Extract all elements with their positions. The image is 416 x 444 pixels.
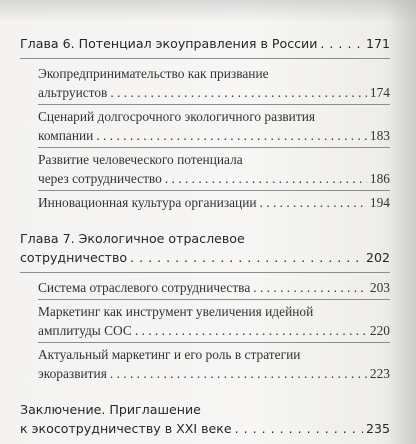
section-divider — [38, 147, 390, 148]
table-of-contents — [20, 34, 390, 438]
section-divider — [38, 104, 390, 105]
section-line-1: Актуальный маркетинг и его роль в стратегии — [38, 347, 301, 362]
section-page: 203 — [369, 280, 390, 295]
dot-leader — [260, 193, 367, 212]
dot-leader — [235, 419, 363, 438]
section-line-2: компании — [38, 128, 94, 143]
chapter-6-page: 171 — [365, 36, 390, 51]
dot-leader — [110, 364, 367, 383]
section-line-1: Экопредпринимательство как призвание — [38, 66, 269, 81]
section-page: 183 — [369, 128, 390, 143]
section-line-1: Развитие человеческого потенциала — [38, 152, 243, 167]
section-page: 223 — [369, 366, 390, 381]
section-line-1: Маркетинг как инструмент увеличения идейной — [38, 304, 314, 319]
dot-leader — [130, 248, 363, 267]
section-divider — [38, 342, 390, 343]
chapter-6-entry[interactable] — [20, 34, 390, 53]
dot-leader — [135, 321, 367, 340]
dot-leader — [165, 169, 367, 188]
chapter-divider — [20, 272, 390, 273]
chapter-divider — [20, 58, 390, 59]
section-line-1: Система отраслевого сотрудничества — [38, 280, 251, 295]
chapter-7-title-line-1: Глава 7. Экологичное отраслевое — [20, 231, 245, 246]
section-page: 194 — [369, 195, 390, 210]
section-page: 174 — [369, 85, 390, 100]
section-line-1: Инновационная культура организации — [38, 195, 257, 210]
toc-section-item[interactable] — [38, 193, 390, 212]
conclusion-title-line-2: к экосотрудничеству в XXI веке — [20, 421, 232, 436]
dot-leader — [320, 34, 363, 53]
section-divider — [38, 190, 390, 191]
conclusion-entry[interactable] — [20, 400, 390, 438]
section-line-2: амплитуды СОС — [38, 323, 132, 338]
conclusion-page: 235 — [365, 421, 390, 436]
page-right-edge — [390, 0, 416, 444]
toc-section-item[interactable] — [38, 150, 390, 188]
page-top-shadow — [0, 0, 416, 22]
conclusion-title-line-1: Заключение. Приглашение — [20, 402, 201, 417]
section-divider — [38, 299, 390, 300]
chapter-7-title-line-2: сотрудничество — [20, 250, 128, 265]
dot-leader — [253, 278, 367, 297]
chapter-6-title: Глава 6. Потенциал экоуправления в России — [20, 36, 318, 51]
section-line-2: через сотрудничество — [38, 171, 162, 186]
toc-section-item[interactable] — [38, 107, 390, 145]
toc-section-item[interactable] — [38, 345, 390, 383]
section-line-2: альтруистов — [38, 85, 108, 100]
section-line-2: экоразвития — [38, 366, 107, 381]
dot-leader — [96, 126, 367, 145]
section-line-1: Сценарий долгосрочного экологичного развития — [38, 109, 316, 124]
chapter-7-entry[interactable] — [20, 229, 390, 267]
toc-section-item[interactable] — [38, 278, 390, 297]
chapter-7-page: 202 — [365, 250, 390, 265]
toc-section-item[interactable] — [38, 302, 390, 340]
section-page: 220 — [369, 323, 390, 338]
dot-leader — [110, 83, 367, 102]
section-page: 186 — [369, 171, 390, 186]
toc-section-item[interactable] — [38, 64, 390, 102]
